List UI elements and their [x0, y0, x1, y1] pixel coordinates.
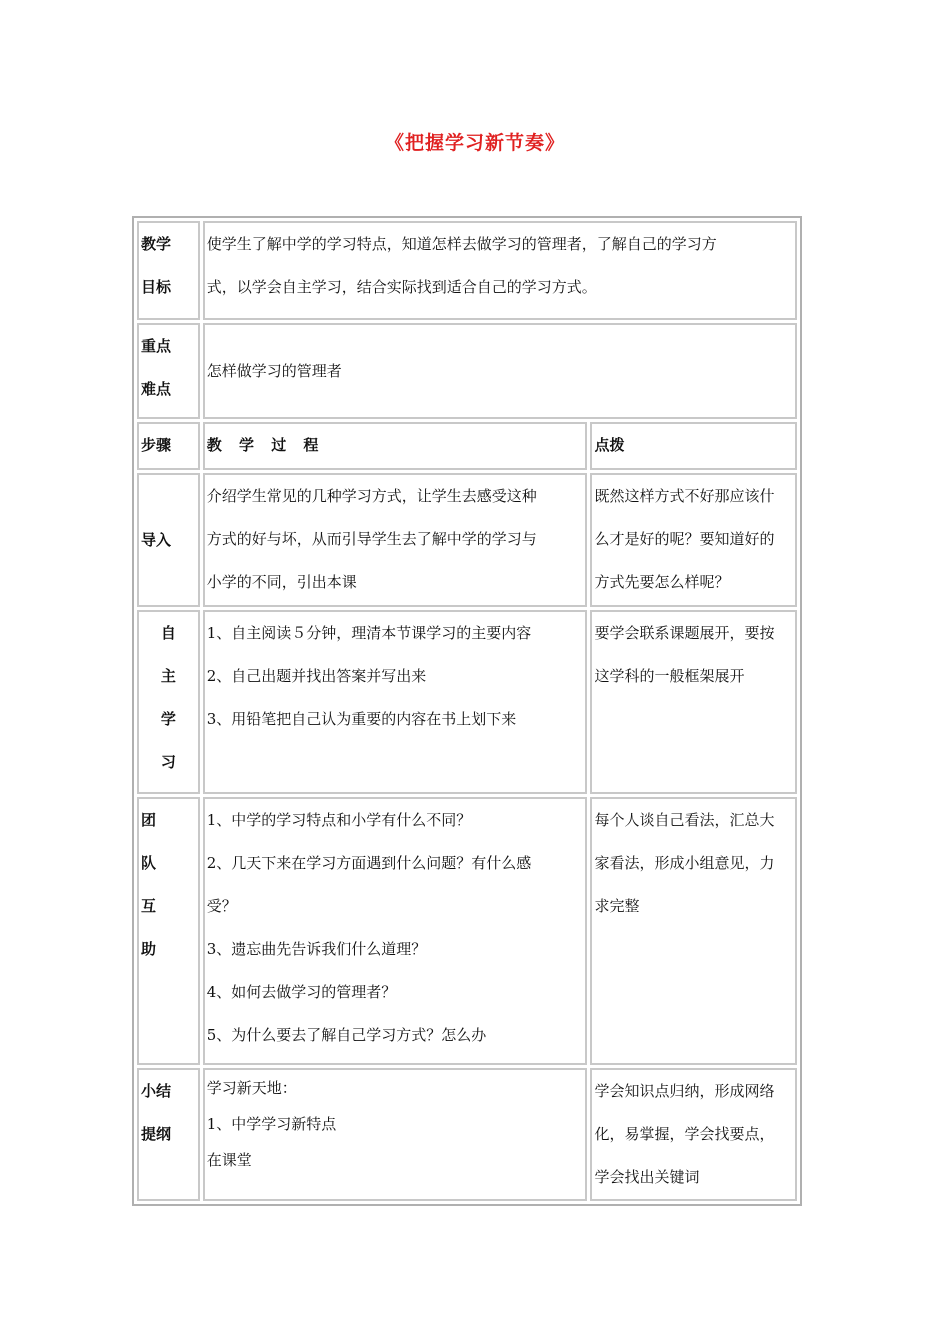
row-label-goal — [137, 221, 200, 320]
label-line: 习 — [160, 753, 176, 771]
process-line: 3、用铅笔把自己认为重要的内容在书上划下来 — [206, 710, 517, 728]
label-line: 互 — [141, 897, 157, 915]
table-row-team-help — [137, 797, 797, 1065]
process-line: 学习新天地： — [206, 1079, 297, 1097]
table-row-summary — [137, 1068, 797, 1201]
document-title: 《把握学习新节奏》 — [384, 132, 565, 154]
table-row-goal — [137, 221, 797, 320]
label-line: 教学 — [141, 235, 172, 253]
table-row-intro — [137, 473, 797, 607]
process-line: 1、中学的学习特点和小学有什么不同？ — [206, 811, 472, 829]
header-process: 教 学 过 程 — [203, 422, 588, 470]
tip-line: 既然这样方式不好那应该什 — [594, 487, 775, 505]
process-line: 小学的不同，引出本课 — [206, 573, 357, 591]
table-header-row — [137, 422, 797, 470]
tip-line: 每个人谈自己看法，汇总大 — [594, 811, 775, 829]
process-line: 5、为什么要去了解自己学习方式？怎么办 — [206, 1026, 487, 1044]
tip-line: 求完整 — [594, 897, 640, 915]
self-study-tip — [590, 610, 797, 794]
label-line: 主 — [160, 667, 176, 685]
label-line: 学 — [160, 710, 176, 728]
table-row-self-study — [137, 610, 797, 794]
process-line: 2、几天下来在学习方面遇到什么问题？有什么感 — [206, 854, 532, 872]
summary-process — [203, 1068, 588, 1201]
tip-line: 家看法，形成小组意见，力 — [594, 854, 775, 872]
goal-line: 使学生了解中学的学习特点，知道怎样去做学习的管理者，了解自己的学习方 — [206, 235, 717, 253]
process-line: 2、自己出题并找出答案并写出来 — [206, 667, 427, 685]
process-line: 4、如何去做学习的管理者？ — [206, 983, 397, 1001]
intro-tip — [590, 473, 797, 607]
tip-line: 这学科的一般框架展开 — [594, 667, 745, 685]
row-label-self-study — [137, 610, 200, 794]
process-line: 1、自主阅读５分钟，理清本节课学习的主要内容 — [206, 624, 532, 642]
key-points-text — [203, 323, 797, 419]
row-label-key-points — [137, 323, 200, 419]
process-line: 介绍学生常见的几种学习方式，让学生去感受这种 — [206, 487, 537, 505]
table-row-key-points — [137, 323, 797, 419]
intro-process — [203, 473, 588, 607]
team-help-tip — [590, 797, 797, 1065]
process-line: 3、遗忘曲先告诉我们什么道理？ — [206, 940, 427, 958]
goal-line: 式，以学会自主学习，结合实际找到适合自己的学习方式。 — [206, 278, 597, 296]
tip-line: 化，易掌握，学会找要点， — [594, 1125, 775, 1143]
key-points-line: 怎样做学习的管理者 — [206, 361, 342, 380]
label-line: 小结 — [141, 1082, 172, 1100]
goal-text — [203, 221, 797, 320]
row-label-intro: 导入 — [137, 473, 200, 607]
process-line: 1、中学学习新特点 — [206, 1115, 337, 1133]
header-step: 步骤 — [137, 422, 200, 470]
row-label-team-help — [137, 797, 200, 1065]
label-line: 重点 — [141, 337, 172, 355]
label-line: 自 — [160, 624, 176, 642]
process-line: 方式的好与坏，从而引导学生去了解中学的学习与 — [206, 530, 537, 548]
lesson-plan-table — [132, 216, 802, 1206]
process-line: 受？ — [206, 897, 237, 915]
tip-line: 方式先要怎么样呢？ — [594, 573, 730, 591]
team-help-process — [203, 797, 588, 1065]
tip-line: 么才是好的呢？要知道好的 — [594, 530, 775, 548]
process-line: 在课堂 — [206, 1151, 252, 1169]
tip-line: 要学会联系课题展开，要按 — [594, 624, 775, 642]
self-study-process — [203, 610, 588, 794]
label-line: 目标 — [141, 278, 172, 296]
tip-line: 学会找出关键词 — [594, 1168, 700, 1186]
label-line: 团 — [141, 811, 157, 829]
label-line: 助 — [141, 940, 157, 958]
row-label-summary — [137, 1068, 200, 1201]
summary-tip — [590, 1068, 797, 1201]
tip-line: 学会知识点归纳，形成网络 — [594, 1082, 775, 1100]
label-line: 难点 — [141, 380, 172, 398]
label-line: 提纲 — [141, 1125, 172, 1143]
label-line: 队 — [141, 854, 157, 872]
header-tip: 点拨 — [590, 422, 797, 470]
